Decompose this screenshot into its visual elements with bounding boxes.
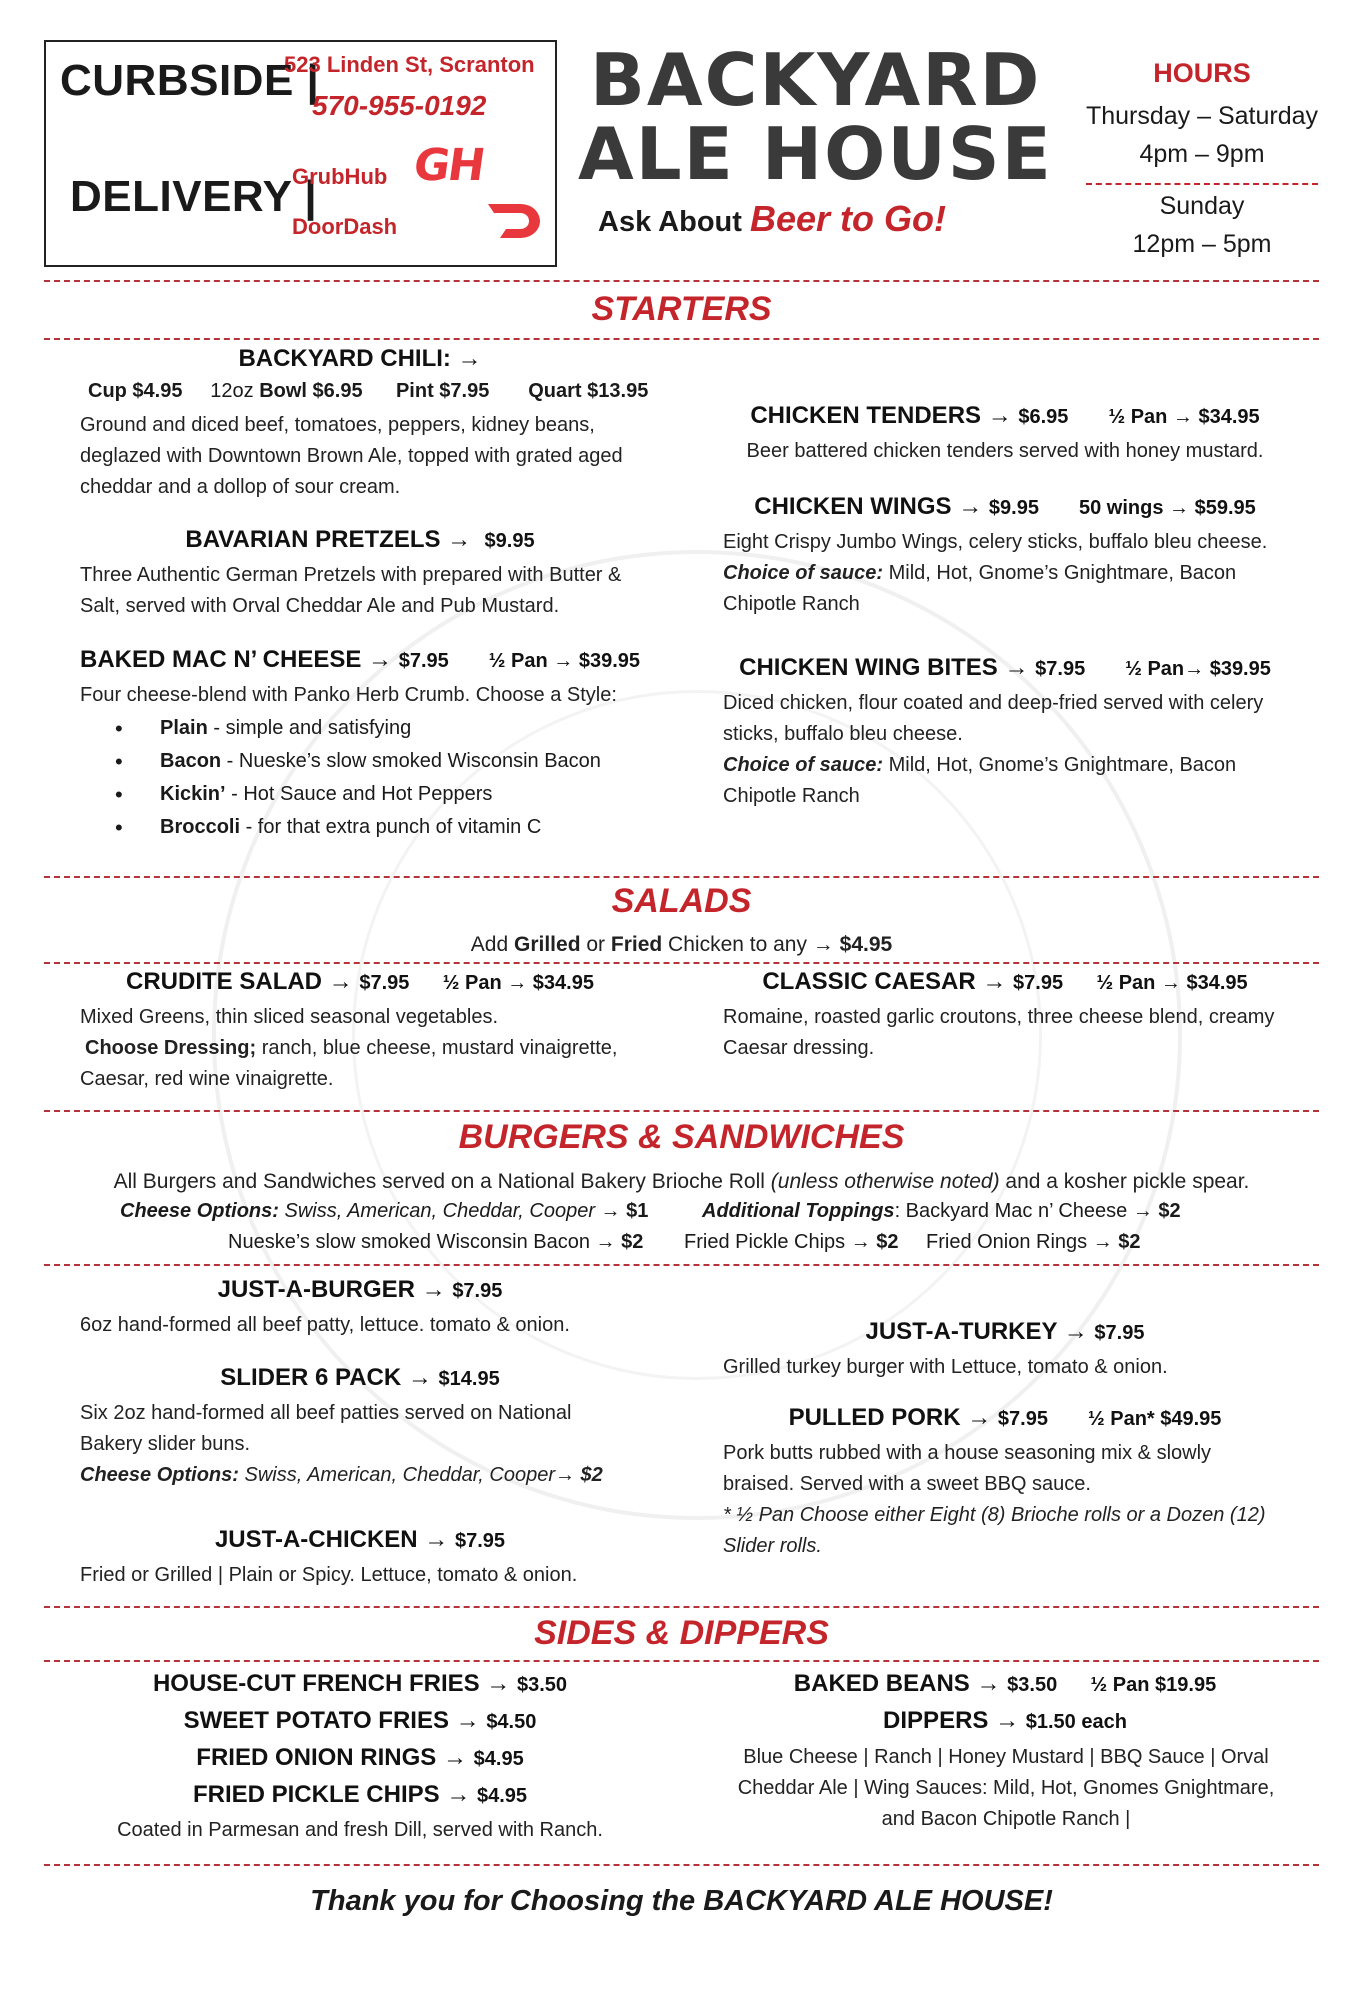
section-title-salads: SALADS — [611, 882, 752, 920]
bites-sauce-label: Choice of sauce: — [723, 754, 884, 776]
turkey-item — [700, 1318, 1310, 1346]
pickle-chips-description: Coated in Parmesan and fresh Dill, served with Ranch. — [117, 1819, 603, 1841]
side-sweet-potato-fries: SWEET POTATO FRIES → $4.50 — [183, 1707, 537, 1734]
mac-price: $7.95 — [398, 650, 449, 672]
divider — [44, 962, 1319, 964]
hours-divider — [1086, 183, 1318, 185]
dressing-list: ranch, blue cheese, mustard vinaigrette, Caesar, red wine vinaigrette. — [80, 1037, 618, 1090]
section-title-burgers: BURGERS & SANDWICHES — [458, 1118, 905, 1156]
tenders-description: Beer battered chicken tenders served with honey mustard. — [746, 440, 1264, 462]
tenders-item — [700, 402, 1310, 430]
divider — [44, 1264, 1319, 1266]
side-pickle-chips: FRIED PICKLE CHIPS → $4.95 — [192, 1781, 528, 1808]
hours-time-weekday: 4pm – 9pm — [1139, 140, 1265, 168]
section-title-starters: STARTERS — [591, 290, 772, 328]
doordash-logo-icon — [486, 200, 542, 242]
list-item: • Plain - simple and satisfying — [110, 712, 601, 745]
slider-item — [80, 1364, 640, 1392]
turkey-title: JUST-A-TURKEY → — [865, 1318, 1088, 1345]
address: 523 Linden St, Scranton — [284, 52, 535, 77]
pretzels-item — [80, 526, 640, 554]
side-baked-beans: BAKED BEANS → $3.50 ½ Pan $19.95 — [793, 1670, 1217, 1697]
dippers-description: Blue Cheese | Ranch | Honey Mustard | BBQ Sauce | Orval Cheddar Ale | Wing Sauces: Mild, Hot, Gnomes Gnightmare, and Bacon Chipotle Ranch | — [737, 1746, 1275, 1830]
divider — [44, 338, 1319, 340]
cheese-options: Cheese Options: Swiss, American, Cheddar, Cooper → $1 — [120, 1200, 649, 1222]
divider — [44, 1606, 1319, 1608]
chicken-sandwich-title: JUST-A-CHICKEN → — [214, 1526, 449, 1553]
mac-description: Four cheese-blend with Panko Herb Crumb. Choose a Style: — [80, 684, 617, 706]
wings-sauce-list: Mild, Hot, Gnome’s Gnightmare, Bacon Chipotle Ranch — [723, 562, 1237, 615]
bites-sauce — [723, 750, 1293, 812]
chicken-sandwich-item — [80, 1526, 640, 1554]
mac-style-list — [110, 712, 601, 844]
side-fries: HOUSE-CUT FRENCH FRIES → $3.50 — [152, 1670, 568, 1697]
grubhub-logo-icon: GH — [410, 140, 487, 191]
footer-thank-you: Thank you for Choosing the BACKYARD ALE HOUSE! — [310, 1885, 1053, 1917]
pork-price: $7.95 — [997, 1408, 1048, 1430]
divider — [44, 1864, 1319, 1866]
phone-number[interactable]: 570-955-0192 — [312, 90, 487, 121]
divider — [44, 1110, 1319, 1112]
grubhub-link[interactable]: GrubHub — [292, 164, 388, 189]
side-onion-rings: FRIED ONION RINGS → $4.95 — [196, 1744, 524, 1771]
tenders-title: CHICKEN TENDERS → — [750, 402, 1012, 429]
bites-half-pan: ½ Pan→ $39.95 — [1125, 658, 1271, 680]
beer-to-go-banner — [598, 198, 946, 240]
slider-price: $14.95 — [438, 1368, 500, 1390]
chicken-sandwich-price: $7.95 — [454, 1530, 506, 1552]
wings-description: Eight Crispy Jumbo Wings, celery sticks, buffalo bleu cheese. — [723, 531, 1268, 553]
wings-title: CHICKEN WINGS → — [754, 493, 983, 520]
chili-description: Ground and diced beef, tomatoes, peppers, kidney beans, deglazed with Downtown Brown Ale, topped with grated aged cheddar and a dollop of sour cream. — [80, 414, 623, 498]
bites-item — [700, 654, 1310, 682]
chili-cup: Cup $4.95 — [88, 380, 183, 402]
hours-time-sunday: 12pm – 5pm — [1132, 230, 1272, 258]
chili-title: BACKYARD CHILI: → — [238, 345, 482, 372]
slider-cheese-options: Cheese Options: Swiss, American, Cheddar, Cooper→ $2 — [80, 1464, 603, 1486]
chili-pint: Pint $7.95 — [395, 380, 490, 402]
tenders-price: $6.95 — [1018, 406, 1069, 428]
pork-half-pan: ½ Pan* $49.95 — [1088, 1408, 1222, 1430]
delivery-label: DELIVERY | — [70, 172, 318, 221]
caesar-price: $7.95 — [1013, 972, 1064, 994]
tenders-half-pan: ½ Pan → $34.95 — [1108, 406, 1260, 428]
dressing-label: Choose Dressing; — [85, 1037, 257, 1059]
burger-price: $7.95 — [452, 1280, 503, 1302]
caesar-title: CLASSIC CAESAR → — [762, 968, 1007, 995]
crudite-item — [80, 968, 640, 996]
list-item: • Broccoli - for that extra punch of vitamin C — [110, 811, 601, 844]
slider-title: SLIDER 6 PACK → — [220, 1364, 432, 1391]
logo-backyard: BACKYARD — [590, 38, 1042, 122]
crudite-half-pan: ½ Pan → $34.95 — [442, 972, 594, 994]
burgers-intro: All Burgers and Sandwiches served on a National Bakery Brioche Roll (unless otherwise noted) and a kosher pickle spear. — [113, 1170, 1250, 1193]
burger-item — [80, 1276, 640, 1304]
pretzels-price: $9.95 — [484, 530, 535, 552]
list-item: • Kickin’ - Hot Sauce and Hot Peppers — [110, 778, 601, 811]
list-item: • Bacon - Nueske’s slow smoked Wisconsin Bacon — [110, 745, 601, 778]
topping-pickle-chips: Fried Pickle Chips → $2 — [684, 1231, 899, 1253]
pretzels-title: BAVARIAN PRETZELS → — [185, 526, 472, 553]
hours-title: HOURS — [1153, 58, 1251, 88]
bites-description: Diced chicken, flour coated and deep-fried served with celery sticks, buffalo bleu cheese. — [723, 692, 1264, 745]
chili-sizes — [88, 380, 648, 403]
divider — [44, 280, 1319, 282]
divider — [44, 876, 1319, 878]
curbside-label: CURBSIDE | — [60, 56, 320, 105]
topping-onion-rings: Fried Onion Rings → $2 — [926, 1231, 1141, 1253]
pork-half-pan-note: * ½ Pan Choose either Eight (8) Brioche rolls or a Dozen (12) Slider rolls. — [723, 1504, 1266, 1557]
doordash-link[interactable]: DoorDash — [292, 214, 398, 239]
caesar-half-pan: ½ Pan → $34.95 — [1096, 972, 1248, 994]
crudite-title: CRUDITE SALAD → — [126, 968, 353, 995]
bites-sauce-list: Mild, Hot, Gnome’s Gnightmare, Bacon Chipotle Ranch — [723, 754, 1237, 807]
wings-price: $9.95 — [988, 497, 1039, 519]
pork-item — [700, 1404, 1310, 1432]
wings-sauce-label: Choice of sauce: — [723, 562, 884, 584]
wings-item — [700, 493, 1310, 521]
chicken-sandwich-description: Fried or Grilled | Plain or Spicy. Lettuce, tomato & onion. — [80, 1564, 578, 1586]
order-info-box — [44, 40, 557, 267]
caesar-description: Romaine, roasted garlic croutons, three cheese blend, creamy Caesar dressing. — [723, 1006, 1275, 1059]
bites-price: $7.95 — [1035, 658, 1086, 680]
beer-to-go-highlight: Beer to Go! — [750, 198, 947, 239]
chili-bowl-oz: 12oz — [210, 380, 254, 402]
pretzels-description: Three Authentic German Pretzels with prepared with Butter & Salt, served with Orval Cheddar Ale and Pub Mustard. — [80, 564, 622, 617]
pork-description: Pork butts rubbed with a house seasoning mix & slowly braised. Served with a sweet BBQ sauce. — [723, 1442, 1212, 1495]
chili-quart: Quart $13.95 — [528, 380, 649, 402]
burger-title: JUST-A-BURGER → — [217, 1276, 446, 1303]
crudite-price: $7.95 — [359, 972, 410, 994]
mac-title: BAKED MAC N’ CHEESE → — [80, 646, 393, 673]
chili-bowl: Bowl $6.95 — [259, 380, 363, 402]
pork-title: PULLED PORK → — [788, 1404, 992, 1431]
wings-sauce — [723, 558, 1293, 620]
turkey-description: Grilled turkey burger with Lettuce, tomato & onion. — [723, 1356, 1168, 1378]
caesar-item — [700, 968, 1310, 996]
hours-days-sunday: Sunday — [1159, 192, 1245, 220]
bites-title: CHICKEN WING BITES → — [739, 654, 1029, 681]
wings-50-price: 50 wings → $59.95 — [1078, 497, 1256, 519]
mac-item — [80, 646, 640, 674]
burger-description: 6oz hand-formed all beef patty, lettuce. tomato & onion. — [80, 1314, 570, 1336]
turkey-price: $7.95 — [1094, 1322, 1145, 1344]
ask-prefix: Ask About — [598, 206, 742, 238]
mac-half-pan: ½ Pan → $39.95 — [488, 650, 640, 672]
slider-description: Six 2oz hand-formed all beef patties served on National Bakery slider buns. — [80, 1402, 572, 1455]
additional-toppings: Additional Toppings: Backyard Mac n’ Cheese → $2 — [702, 1200, 1181, 1222]
hours-days-weekday: Thursday – Saturday — [1085, 102, 1319, 130]
section-title-sides: SIDES & DIPPERS — [534, 1614, 829, 1652]
crudite-description: Mixed Greens, thin sliced seasonal vegetables. — [80, 1006, 499, 1028]
salad-chicken-addon: Add Grilled or Fried Chicken to any → $4.95 — [470, 933, 893, 956]
crudite-dressing — [80, 1033, 640, 1095]
topping-bacon: Nueske’s slow smoked Wisconsin Bacon → $2 — [228, 1231, 644, 1253]
side-dippers: DIPPERS → $1.50 each — [883, 1707, 1127, 1734]
divider — [44, 1660, 1319, 1662]
logo-ale-house: ALE HOUSE — [578, 112, 1053, 196]
